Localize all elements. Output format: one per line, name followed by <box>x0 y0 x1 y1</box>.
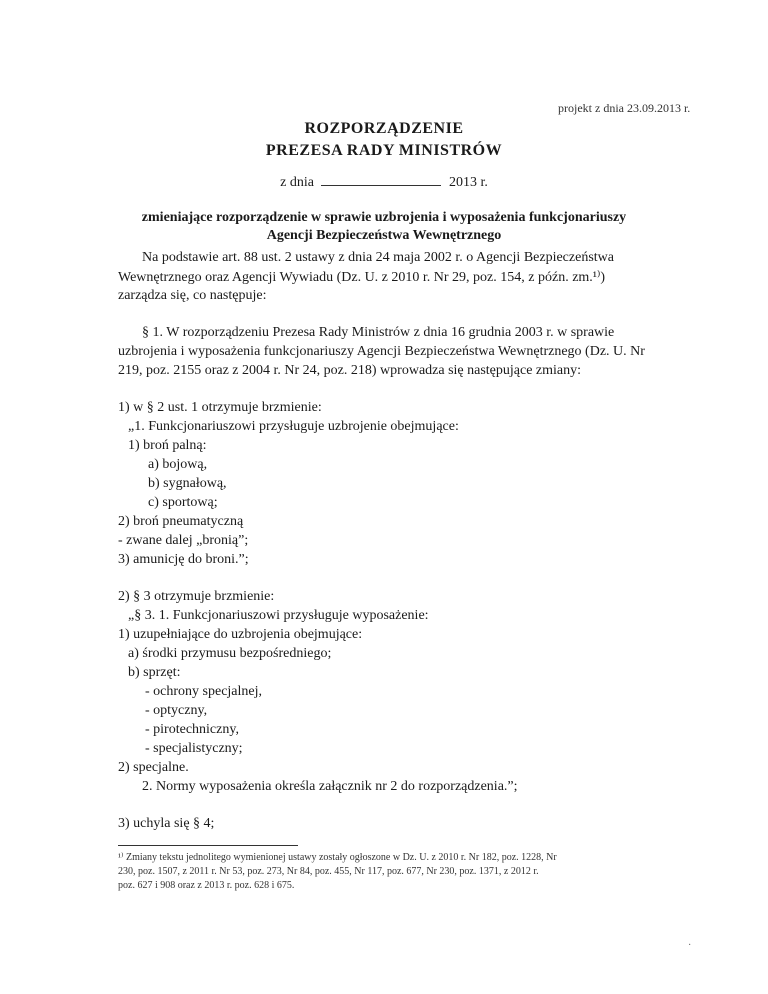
change2-line-3: 1) uzupełniające do uzbrojenia obejmujące: <box>118 627 363 642</box>
footnote-line-3: poz. 627 i 908 oraz z 2013 r. poz. 628 i 675. <box>118 880 295 891</box>
subject-line-1: zmieniające rozporządzenie w sprawie uzbrojenia i wyposażenia funkcjonariuszy <box>141 210 627 225</box>
change2-line-11: 2. Normy wyposażenia określa załącznik nr 2 do rozporządzenia.”; <box>142 779 518 794</box>
scan-edge-mark: · <box>688 940 692 951</box>
change1-line-5: b) sygnałową, <box>148 476 227 491</box>
change2-line-10: 2) specjalne. <box>118 760 189 775</box>
document-issuer: PREZESA RADY MINISTRÓW <box>265 142 503 159</box>
change2-line-5: b) sprzęt: <box>128 665 181 680</box>
change2-line-4: a) środki przymusu bezpośredniego; <box>128 646 332 661</box>
footnote-line-1: ¹⁾ Zmiany tekstu jednolitego wymienionej ustawy zostały ogłoszone w Dz. U. z 2010 r. Nr 182, poz. 1228, Nr <box>118 852 557 863</box>
preamble-line-2: Wewnętrznego oraz Agencji Wywiadu (Dz. U. z 2010 r. Nr 29, poz. 154, z późn. zm.¹⁾) <box>118 270 606 285</box>
date-prefix: z dnia <box>280 175 314 190</box>
change1-line-3: 1) broń palną: <box>128 438 207 453</box>
change1-line-9: 3) amunicję do broni.”; <box>118 552 249 567</box>
section1-line-3: 219, poz. 2155 oraz z 2004 r. Nr 24, poz. 218) wprowadza się następujące zmiany: <box>118 363 582 378</box>
date-line <box>0 173 768 191</box>
change1-line-6: c) sportową; <box>148 495 218 510</box>
document-title: ROZPORZĄDZENIE <box>304 120 464 137</box>
change2-line-7: - optyczny, <box>145 703 208 718</box>
change1-line-4: a) bojową, <box>148 457 208 472</box>
change1-line-2: „1. Funkcjonariuszowi przysługuje uzbrojenie obejmujące: <box>128 419 459 434</box>
change1-line-8: - zwane dalej „bronią”; <box>118 533 249 548</box>
subject-line-2: Agencji Bezpieczeństwa Wewnętrznego <box>266 228 502 243</box>
section1-line-1: § 1. W rozporządzeniu Prezesa Rady Ministrów z dnia 16 grudnia 2003 r. w sprawie <box>142 325 615 340</box>
section1-line-2: uzbrojenia i wyposażenia funkcjonariuszy Agencji Bezpieczeństwa Wewnętrznego (Dz. U. Nr <box>118 344 645 359</box>
change2-line-6: - ochrony specjalnej, <box>145 684 263 699</box>
change2-line-1: 2) § 3 otrzymuje brzmienie: <box>118 589 275 604</box>
change2-line-2: „§ 3. 1. Funkcjonariuszowi przysługuje wyposażenie: <box>128 608 429 623</box>
project-date-note: projekt z dnia 23.09.2013 r. <box>558 101 691 115</box>
date-suffix: 2013 r. <box>448 175 488 190</box>
change1-line-1: 1) w § 2 ust. 1 otrzymuje brzmienie: <box>118 400 322 415</box>
preamble-line-1: Na podstawie art. 88 ust. 2 ustawy z dnia 24 maja 2002 r. o Agencji Bezpieczeństwa <box>142 250 614 265</box>
change1-line-7: 2) broń pneumatyczną <box>118 514 244 529</box>
footnote-line-2: 230, poz. 1507, z 2011 r. Nr 53, poz. 273, Nr 84, poz. 455, Nr 117, poz. 677, Nr 230, poz. 1371, z 2012 r. <box>118 866 539 877</box>
date-blank <box>321 173 441 186</box>
change2-line-8: - pirotechniczny, <box>145 722 239 737</box>
change3-line-1: 3) uchyla się § 4; <box>118 816 215 831</box>
change2-line-9: - specjalistyczny; <box>145 741 243 756</box>
footnote-separator <box>118 845 298 846</box>
preamble-line-3: zarządza się, co następuje: <box>118 288 267 303</box>
